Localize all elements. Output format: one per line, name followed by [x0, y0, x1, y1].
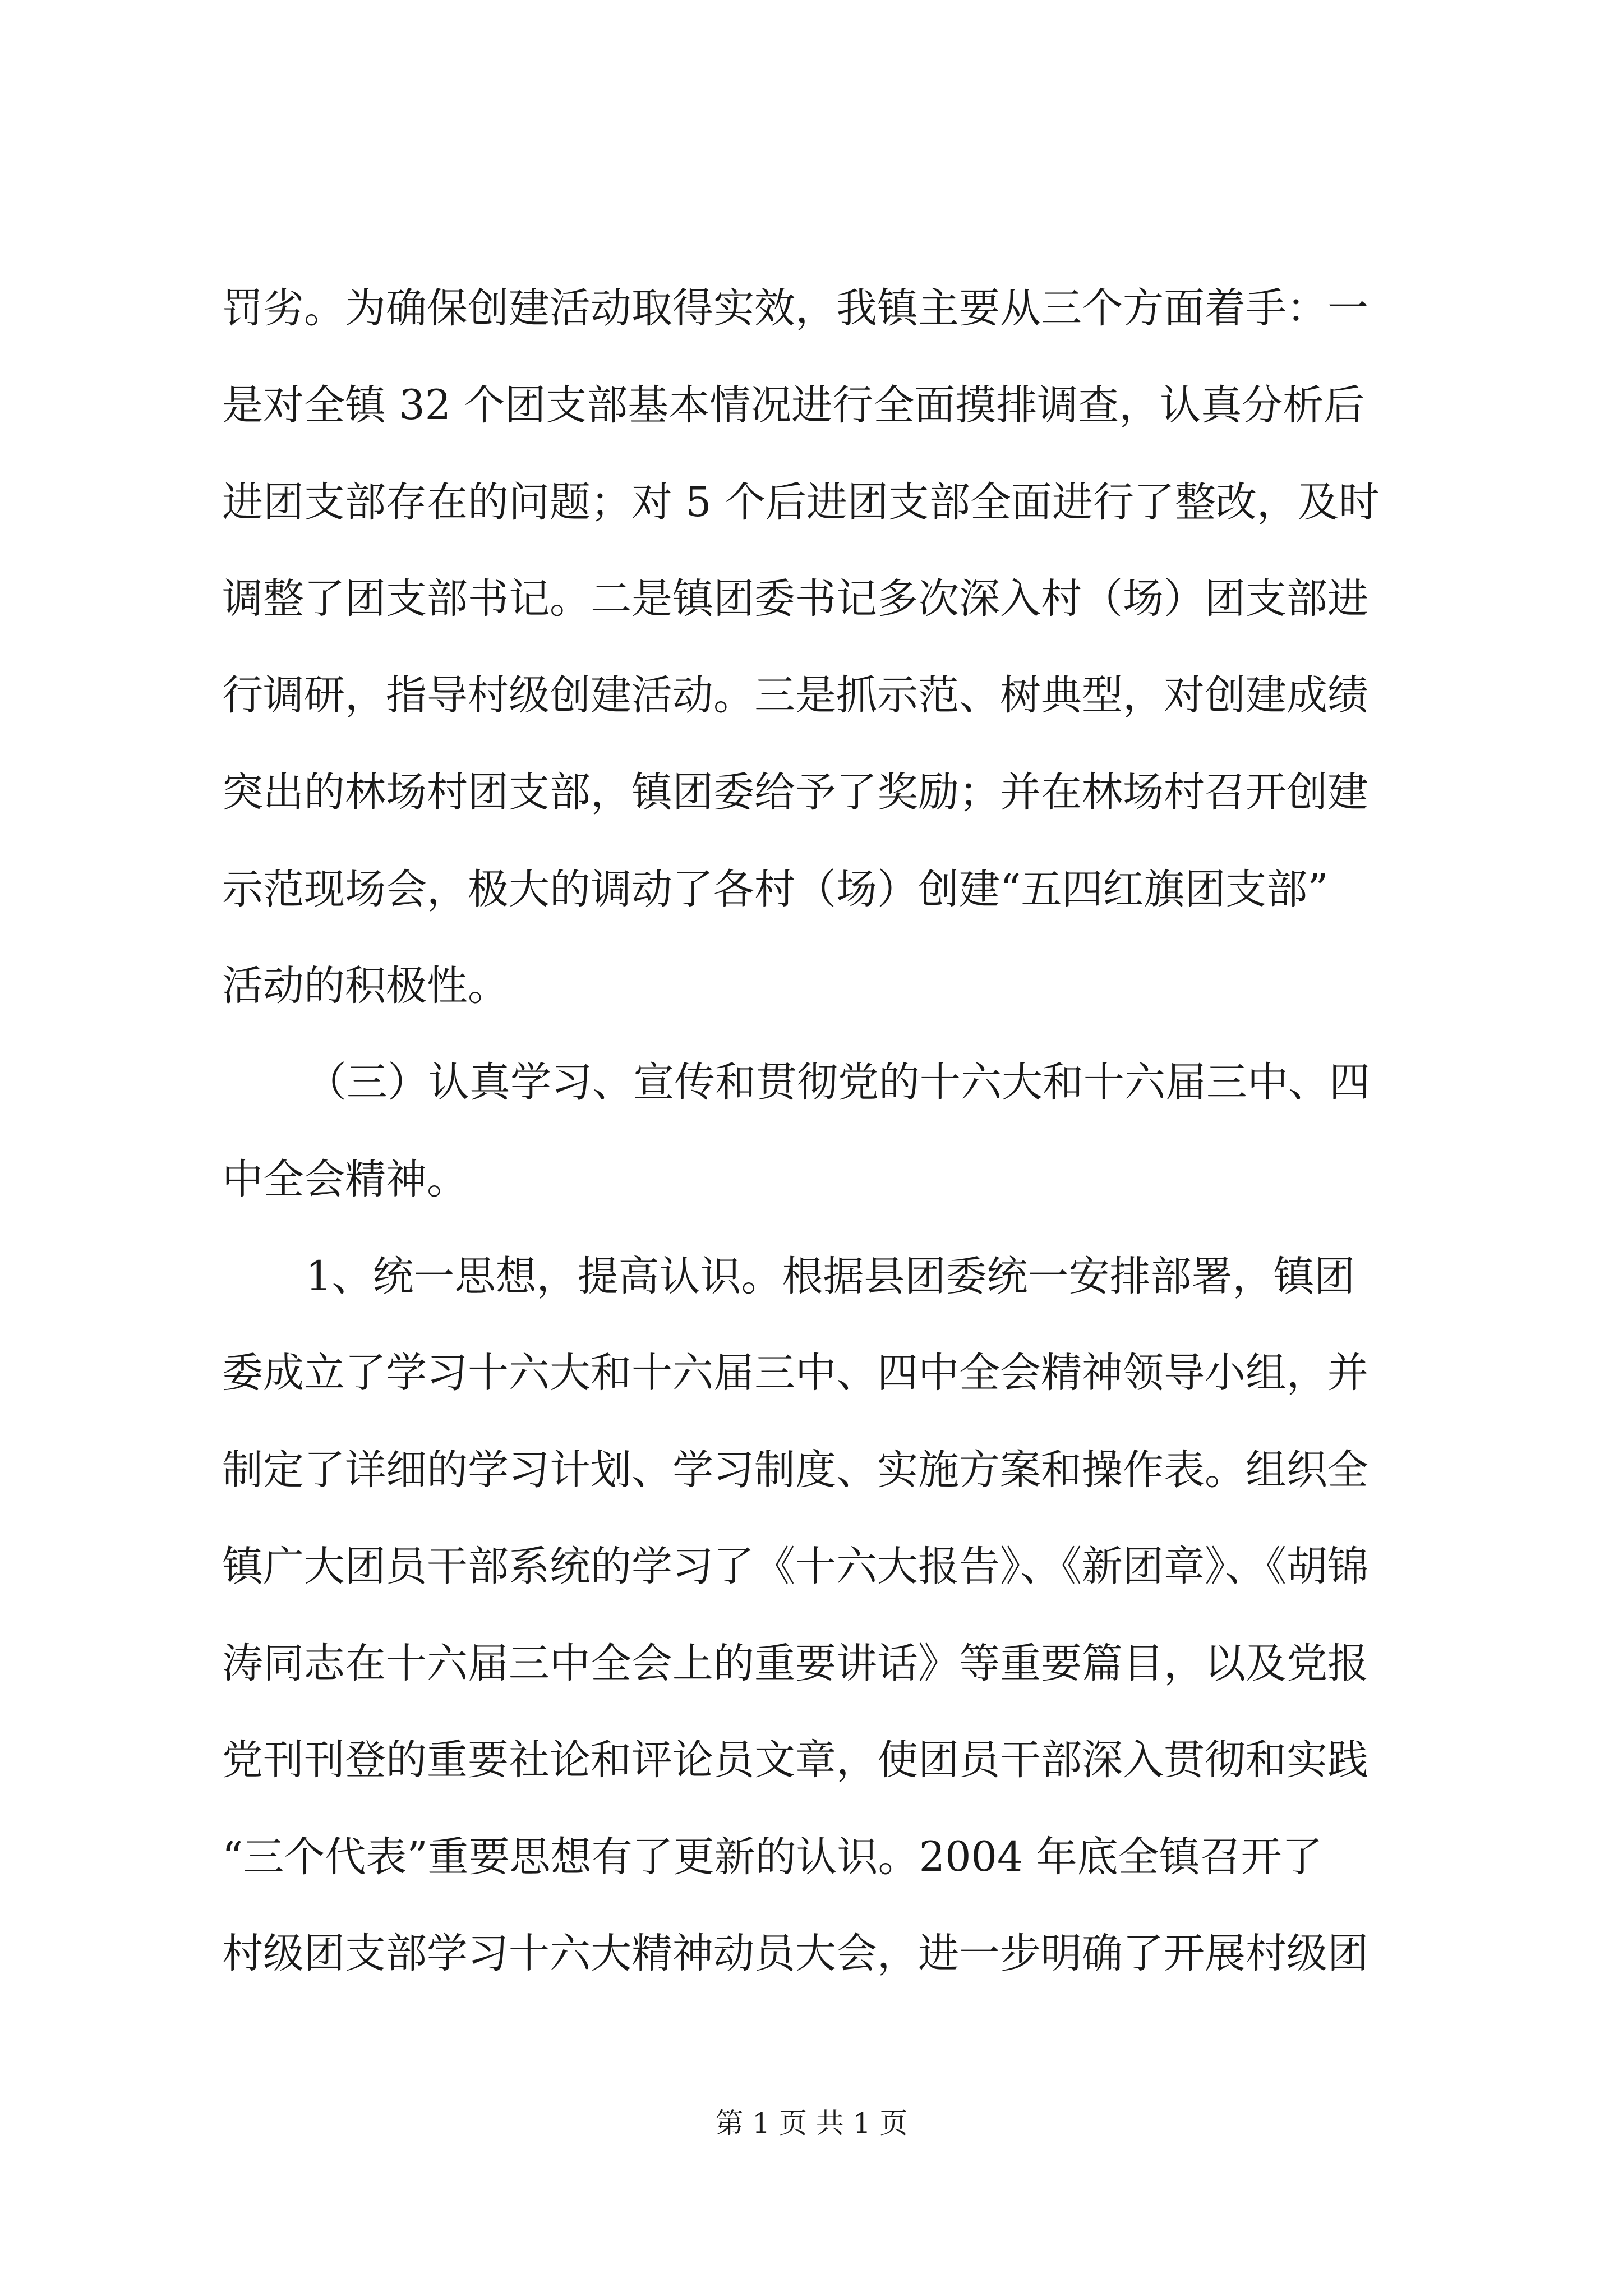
- text-line-content: 制定了详细的学习计划、学习制度、实施方案和操作表。组织全: [222, 1446, 1368, 1494]
- text-line-content: 1、统一思想，提高认识。根据县团委统一安排部署，镇团: [306, 1253, 1355, 1300]
- text-line-content: 党刊刊登的重要社论和评论员文章，使团员干部深入贯彻和实践: [222, 1736, 1368, 1784]
- text-line-content: “三个代表”重要思想有了更新的认识。2004 年底全镇召开了: [222, 1833, 1323, 1881]
- text-line-content: 突出的林场村团支部，镇团委给予了奖励；并在林场村召开创建: [222, 769, 1368, 816]
- text-line-content: 委成立了学习十六大和十六届三中、四中全会精神领导小组，并: [222, 1349, 1368, 1397]
- section-heading: （三）认真学习、宣传和贯彻党的十六大和十六届三中、四: [306, 1059, 1370, 1106]
- text-line-content: 示范现场会，极大的调动了各村（场）创建“五四红旗团支部”: [222, 866, 1329, 913]
- text-line-content: 涛同志在十六届三中全会上的重要讲话》等重要篇目，以及党报: [222, 1640, 1368, 1687]
- text-line-content: 进团支部存在的问题；对 5 个后进团支部全面进行了整改，及时: [222, 478, 1380, 526]
- text-line-content: 调整了团支部书记。二是镇团委书记多次深入村（场）团支部进: [222, 575, 1368, 623]
- text-line-content: 是对全镇 32 个团支部基本情况进行全面摸排调查，认真分析后: [222, 381, 1365, 429]
- text-line-content: 罚劣。为确保创建活动取得实效，我镇主要从三个方面着手：一: [222, 284, 1368, 332]
- text-line-content: 行调研，指导村级创建活动。三是抓示范、树典型，对创建成绩: [222, 671, 1368, 719]
- page-footer: 第 1 页 共 1 页: [715, 2107, 908, 2139]
- text-line-content: 镇广大团员干部系统的学习了《十六大报告》、《新团章》、《胡锦: [222, 1543, 1368, 1590]
- section-heading: 中全会精神。: [222, 1156, 468, 1203]
- text-line-content: 村级团支部学习十六大精神动员大会，进一步明确了开展村级团: [222, 1930, 1368, 1977]
- text-line-content: 活动的积极性。: [222, 962, 509, 1010]
